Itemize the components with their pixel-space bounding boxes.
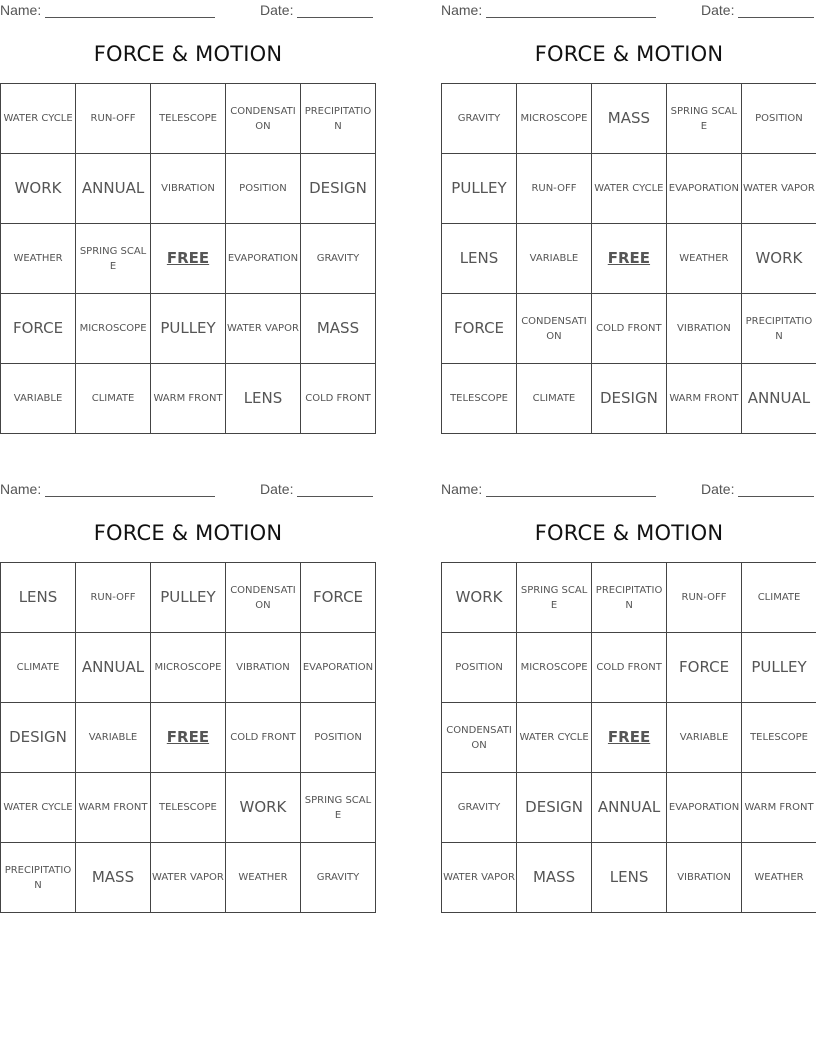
name-field[interactable] xyxy=(0,2,215,18)
grid-row xyxy=(442,224,816,294)
date-field[interactable] xyxy=(701,2,814,18)
bingo-cell[interactable]: ANNUAL xyxy=(76,154,151,224)
grid-row xyxy=(442,563,816,633)
card-title: FORCE & MOTION xyxy=(93,521,283,545)
grid-row xyxy=(1,633,376,703)
grid-row xyxy=(1,364,376,434)
bingo-cell[interactable]: SPRING SCALE xyxy=(300,773,375,843)
bingo-cell[interactable]: PULLEY xyxy=(151,294,226,364)
bingo-cell[interactable]: VIBRATION xyxy=(667,843,742,913)
bingo-grid xyxy=(0,83,376,434)
bingo-cell[interactable]: VIBRATION xyxy=(225,633,300,703)
bingo-cell[interactable]: GRAVITY xyxy=(442,84,517,154)
bingo-cell[interactable]: WARM FRONT xyxy=(742,773,816,843)
bingo-cell[interactable]: MASS xyxy=(517,843,592,913)
bingo-cell[interactable]: MICROSCOPE xyxy=(517,84,592,154)
bingo-cell[interactable]: DESIGN xyxy=(1,703,76,773)
bingo-cell[interactable]: WEATHER xyxy=(666,224,741,294)
card-title: FORCE & MOTION xyxy=(534,521,724,545)
bingo-cell[interactable]: GRAVITY xyxy=(300,843,375,913)
bingo-cell[interactable]: CONDENSATION xyxy=(225,563,300,633)
grid-row xyxy=(1,154,376,224)
bingo-cell[interactable]: MASS xyxy=(75,843,150,913)
bingo-card-2 xyxy=(441,0,816,440)
bingo-cell[interactable]: SPRING SCALE xyxy=(76,224,151,294)
bingo-cell[interactable]: RUN-OFF xyxy=(76,84,151,154)
grid-row xyxy=(1,563,376,633)
grid-row xyxy=(1,773,376,843)
date-blank[interactable] xyxy=(297,483,373,497)
bingo-cell[interactable]: FORCE xyxy=(442,294,517,364)
card-header xyxy=(0,479,376,499)
free-space-cell[interactable]: FREE xyxy=(151,224,226,294)
bingo-cell[interactable]: CONDENSATION xyxy=(442,703,517,773)
bingo-card-4 xyxy=(441,479,816,919)
bingo-cell[interactable]: RUN-OFF xyxy=(75,563,150,633)
bingo-card-3 xyxy=(0,479,376,919)
grid-row xyxy=(442,633,816,703)
bingo-cell[interactable]: MICROSCOPE xyxy=(150,633,225,703)
name-label: Name: xyxy=(441,2,483,18)
card-header xyxy=(0,0,376,20)
bingo-cell[interactable]: EVAPORATION xyxy=(667,773,742,843)
bingo-cell[interactable]: WATER CYCLE xyxy=(591,154,666,224)
bingo-cell[interactable]: PULLEY xyxy=(442,154,517,224)
bingo-cell[interactable]: EVAPORATION xyxy=(300,633,375,703)
bingo-cell[interactable]: WATER CYCLE xyxy=(1,773,76,843)
date-field[interactable] xyxy=(260,481,373,497)
date-label: Date: xyxy=(260,2,294,18)
bingo-cell[interactable]: COLD FRONT xyxy=(591,294,666,364)
bingo-cell[interactable]: PULLEY xyxy=(150,563,225,633)
card-title: FORCE & MOTION xyxy=(93,42,283,66)
bingo-cell[interactable]: WARM FRONT xyxy=(666,364,741,434)
bingo-grid xyxy=(0,562,376,913)
bingo-cell[interactable]: WATER VAPOR xyxy=(150,843,225,913)
bingo-cell[interactable]: WATER VAPOR xyxy=(226,294,301,364)
name-blank[interactable] xyxy=(486,483,656,497)
name-label: Name: xyxy=(0,481,42,497)
bingo-cell[interactable]: CONDENSATION xyxy=(517,294,592,364)
bingo-cell[interactable]: MICROSCOPE xyxy=(517,633,592,703)
grid-row xyxy=(442,84,816,154)
bingo-cell[interactable]: VARIABLE xyxy=(517,224,592,294)
bingo-cell[interactable]: SPRING SCALE xyxy=(517,563,592,633)
bingo-cell[interactable]: WATER CYCLE xyxy=(517,703,592,773)
bingo-cell[interactable]: LENS xyxy=(592,843,667,913)
bingo-cell[interactable]: VARIABLE xyxy=(1,364,76,434)
name-label: Name: xyxy=(441,481,483,497)
bingo-cell[interactable]: TELESCOPE xyxy=(151,84,226,154)
bingo-cell[interactable]: PRECIPITATION xyxy=(592,563,667,633)
date-field[interactable] xyxy=(260,2,373,18)
grid-row xyxy=(442,843,816,913)
name-field[interactable] xyxy=(441,481,656,497)
bingo-cell[interactable]: EVAPORATION xyxy=(226,224,301,294)
bingo-cell[interactable]: PRECIPITATION xyxy=(300,84,375,154)
bingo-cell[interactable]: MASS xyxy=(591,84,666,154)
bingo-cell[interactable]: WORK xyxy=(1,154,76,224)
bingo-cell[interactable]: DESIGN xyxy=(591,364,666,434)
bingo-cell[interactable]: POSITION xyxy=(741,84,816,154)
free-space-cell[interactable]: FREE xyxy=(591,224,666,294)
bingo-cell[interactable]: DESIGN xyxy=(517,773,592,843)
bingo-cell[interactable]: MICROSCOPE xyxy=(76,294,151,364)
bingo-cell[interactable]: POSITION xyxy=(226,154,301,224)
bingo-cell[interactable]: FORCE xyxy=(667,633,742,703)
date-field[interactable] xyxy=(701,481,814,497)
bingo-cell[interactable]: GRAVITY xyxy=(300,224,375,294)
bingo-cell[interactable]: WATER VAPOR xyxy=(442,843,517,913)
bingo-cell[interactable]: PRECIPITATION xyxy=(741,294,816,364)
grid-row xyxy=(442,294,816,364)
bingo-cell[interactable]: WORK xyxy=(442,563,517,633)
bingo-cell[interactable]: FORCE xyxy=(300,563,375,633)
bingo-cell[interactable]: WARM FRONT xyxy=(151,364,226,434)
bingo-cell[interactable]: WEATHER xyxy=(225,843,300,913)
bingo-cell[interactable]: EVAPORATION xyxy=(666,154,741,224)
grid-row xyxy=(442,154,816,224)
card-header xyxy=(441,0,816,20)
bingo-cell[interactable]: CLIMATE xyxy=(76,364,151,434)
bingo-cell[interactable]: WORK xyxy=(225,773,300,843)
bingo-cell[interactable]: PRECIPITATION xyxy=(1,843,76,913)
bingo-grid xyxy=(441,83,816,434)
name-blank[interactable] xyxy=(45,4,215,18)
bingo-cell[interactable]: ANNUAL xyxy=(741,364,816,434)
bingo-cell[interactable]: TELESCOPE xyxy=(150,773,225,843)
grid-row xyxy=(1,224,376,294)
grid-row xyxy=(1,84,376,154)
name-blank[interactable] xyxy=(45,483,215,497)
bingo-cell[interactable]: WORK xyxy=(741,224,816,294)
bingo-cell[interactable]: CLIMATE xyxy=(742,563,816,633)
bingo-cell[interactable]: VIBRATION xyxy=(666,294,741,364)
date-label: Date: xyxy=(260,481,294,497)
free-space-cell[interactable]: FREE xyxy=(150,703,225,773)
bingo-grid xyxy=(441,562,816,913)
card-header xyxy=(441,479,816,499)
bingo-cell[interactable]: LENS xyxy=(226,364,301,434)
bingo-cell[interactable]: ANNUAL xyxy=(75,633,150,703)
bingo-cell[interactable]: COLD FRONT xyxy=(225,703,300,773)
grid-row xyxy=(442,703,816,773)
bingo-cell[interactable]: COLD FRONT xyxy=(592,633,667,703)
date-blank[interactable] xyxy=(297,4,373,18)
grid-row xyxy=(1,703,376,773)
bingo-cell[interactable]: ANNUAL xyxy=(592,773,667,843)
bingo-cell[interactable]: LENS xyxy=(442,224,517,294)
bingo-cell[interactable]: CONDENSATION xyxy=(226,84,301,154)
bingo-cell[interactable]: MASS xyxy=(300,294,375,364)
bingo-cell[interactable]: PULLEY xyxy=(742,633,816,703)
bingo-cell[interactable]: WARM FRONT xyxy=(75,773,150,843)
bingo-cell[interactable]: WEATHER xyxy=(742,843,816,913)
bingo-cell[interactable]: DESIGN xyxy=(300,154,375,224)
card-title: FORCE & MOTION xyxy=(534,42,724,66)
bingo-cell[interactable]: CLIMATE xyxy=(1,633,76,703)
date-label: Date: xyxy=(701,2,735,18)
name-label: Name: xyxy=(0,2,42,18)
bingo-cell[interactable]: LENS xyxy=(1,563,76,633)
date-label: Date: xyxy=(701,481,735,497)
bingo-cell[interactable]: GRAVITY xyxy=(442,773,517,843)
name-field[interactable] xyxy=(0,481,215,497)
bingo-cell[interactable]: WATER VAPOR xyxy=(741,154,816,224)
grid-row xyxy=(442,773,816,843)
bingo-cell[interactable]: POSITION xyxy=(442,633,517,703)
date-blank[interactable] xyxy=(738,4,814,18)
bingo-cell[interactable]: VARIABLE xyxy=(75,703,150,773)
bingo-cell[interactable]: FORCE xyxy=(1,294,76,364)
free-space-cell[interactable]: FREE xyxy=(592,703,667,773)
bingo-card-1 xyxy=(0,0,376,440)
name-blank[interactable] xyxy=(486,4,656,18)
bingo-cell[interactable]: VIBRATION xyxy=(151,154,226,224)
bingo-cell[interactable]: WEATHER xyxy=(1,224,76,294)
bingo-cell[interactable]: POSITION xyxy=(300,703,375,773)
bingo-cell[interactable]: VARIABLE xyxy=(667,703,742,773)
bingo-cell[interactable]: WATER CYCLE xyxy=(1,84,76,154)
bingo-cell[interactable]: RUN-OFF xyxy=(667,563,742,633)
bingo-cell[interactable]: TELESCOPE xyxy=(742,703,816,773)
bingo-cell[interactable]: CLIMATE xyxy=(517,364,592,434)
name-field[interactable] xyxy=(441,2,656,18)
bingo-cell[interactable]: TELESCOPE xyxy=(442,364,517,434)
bingo-cell[interactable]: COLD FRONT xyxy=(300,364,375,434)
date-blank[interactable] xyxy=(738,483,814,497)
grid-row xyxy=(442,364,816,434)
grid-row xyxy=(1,843,376,913)
grid-row xyxy=(1,294,376,364)
bingo-cell[interactable]: RUN-OFF xyxy=(517,154,592,224)
bingo-cell[interactable]: SPRING SCALE xyxy=(666,84,741,154)
